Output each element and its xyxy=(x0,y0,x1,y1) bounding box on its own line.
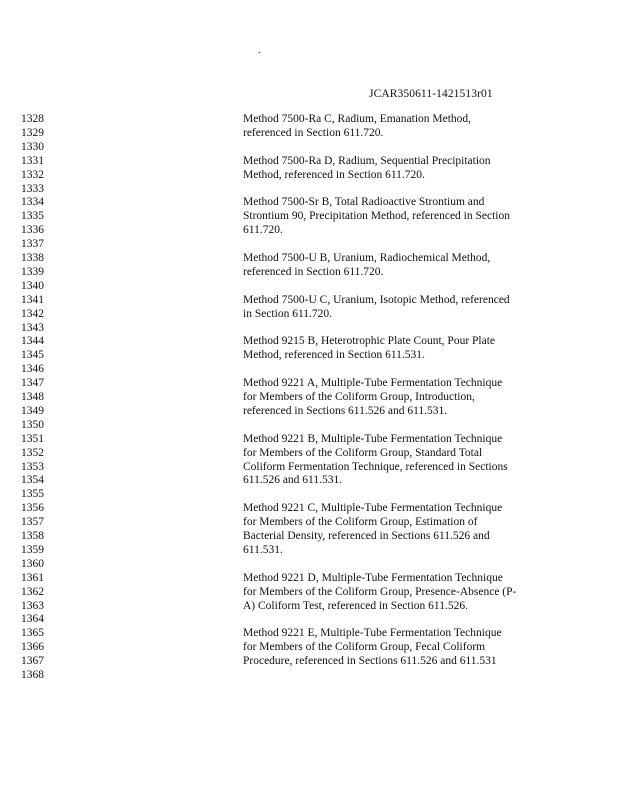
line-text: 611.720. xyxy=(243,224,283,237)
line-number: 1342 xyxy=(21,307,44,320)
line-text: in Section 611.720. xyxy=(243,307,333,320)
page-dot-mark: . xyxy=(258,45,261,56)
line-number: 1340 xyxy=(21,279,44,292)
line-text: for Members of the Coliform Group, Estimation of xyxy=(243,516,478,529)
line-text: Method 9215 B, Heterotrophic Plate Count, Pour Plate xyxy=(243,335,496,348)
line-number: 1367 xyxy=(21,655,44,668)
line-number: 1346 xyxy=(21,363,44,376)
line-number: 1360 xyxy=(21,557,44,570)
line-number: 1332 xyxy=(21,168,44,181)
line-text: for Members of the Coliform Group, Presence-Absence (P- xyxy=(243,585,517,598)
line-text: Method 7500-U C, Uranium, Isotopic Method, referenced xyxy=(243,293,510,306)
line-number: 1354 xyxy=(21,474,44,487)
line-text: for Members of the Coliform Group, Standard Total xyxy=(243,446,483,459)
line-text: Bacterial Density, referenced in Sections 611.526 and xyxy=(243,530,490,542)
line-text: A) Coliform Test, referenced in Section 611.526. xyxy=(243,599,468,612)
line-text: Method, referenced in Section 611.531. xyxy=(243,349,425,362)
line-text: Method 7500-Sr B, Total Radioactive Strontium and xyxy=(243,196,485,209)
line-number: 1329 xyxy=(21,126,44,139)
line-text: referenced in Sections 611.526 and 611.531. xyxy=(243,404,448,417)
line-number: 1352 xyxy=(21,446,44,459)
line-number: 1345 xyxy=(21,349,44,362)
line-number: 1359 xyxy=(21,543,44,556)
line-text: Method 9221 D, Multiple-Tube Fermentation Technique xyxy=(243,571,503,584)
line-number: 1350 xyxy=(21,418,44,431)
line-number: 1362 xyxy=(21,585,44,598)
line-number: 1358 xyxy=(21,530,44,542)
line-number: 1349 xyxy=(21,404,44,417)
line-text: Method, referenced in Section 611.720. xyxy=(243,168,425,181)
document-header-id: JCAR350611-1421513r01 xyxy=(369,88,493,100)
line-text: for Members of the Coliform Group, Fecal Coliform xyxy=(243,641,486,654)
line-text: for Members of the Coliform Group, Introduction, xyxy=(243,391,475,403)
line-number: 1364 xyxy=(21,613,44,626)
line-number: 1328 xyxy=(21,113,44,125)
line-text: Method 7500-U B, Uranium, Radiochemical Method, xyxy=(243,252,491,264)
line-number: 1353 xyxy=(21,460,44,473)
line-number: 1334 xyxy=(21,196,44,209)
line-text: referenced in Section 611.720. xyxy=(243,126,384,139)
line-number: 1335 xyxy=(21,210,44,223)
line-text: Method 7500-Ra C, Radium, Emanation Method, xyxy=(243,113,472,125)
line-number: 1331 xyxy=(21,154,44,167)
line-text: referenced in Section 611.720. xyxy=(243,265,384,278)
line-number: 1366 xyxy=(21,641,44,654)
line-number: 1363 xyxy=(21,599,44,612)
line-text: Method 9221 E, Multiple-Tube Fermentation Technique xyxy=(243,627,502,640)
line-number: 1330 xyxy=(21,140,44,153)
line-number: 1361 xyxy=(21,571,44,584)
line-number: 1357 xyxy=(21,516,44,529)
line-number: 1355 xyxy=(21,488,44,501)
line-number: 1365 xyxy=(21,627,44,640)
line-number: 1339 xyxy=(21,265,44,278)
line-number: 1356 xyxy=(21,502,44,515)
line-number: 1347 xyxy=(21,377,44,390)
line-text: Procedure, referenced in Sections 611.526 and 611.531 xyxy=(243,655,497,668)
line-number: 1344 xyxy=(21,335,44,348)
line-text: Strontium 90, Precipitation Method, referenced in Section xyxy=(243,210,510,223)
line-text: 611.526 and 611.531. xyxy=(243,474,343,487)
line-number: 1338 xyxy=(21,252,44,264)
line-text: Method 9221 C, Multiple-Tube Fermentation Technique xyxy=(243,502,503,515)
line-number: 1333 xyxy=(21,182,44,195)
line-text: Method 7500-Ra D, Radium, Sequential Precipitation xyxy=(243,154,491,167)
line-text: 611.531. xyxy=(243,543,283,556)
line-number: 1348 xyxy=(21,391,44,403)
line-text: Coliform Fermentation Technique, referenced in Sections xyxy=(243,460,508,473)
line-number: 1343 xyxy=(21,321,44,334)
line-number: 1368 xyxy=(21,669,44,681)
line-number: 1351 xyxy=(21,432,44,445)
line-number: 1341 xyxy=(21,293,44,306)
line-text: Method 9221 A, Multiple-Tube Fermentation Technique xyxy=(243,377,503,390)
line-number: 1337 xyxy=(21,238,44,251)
line-text: Method 9221 B, Multiple-Tube Fermentation Technique xyxy=(243,432,503,445)
line-number: 1336 xyxy=(21,224,44,237)
